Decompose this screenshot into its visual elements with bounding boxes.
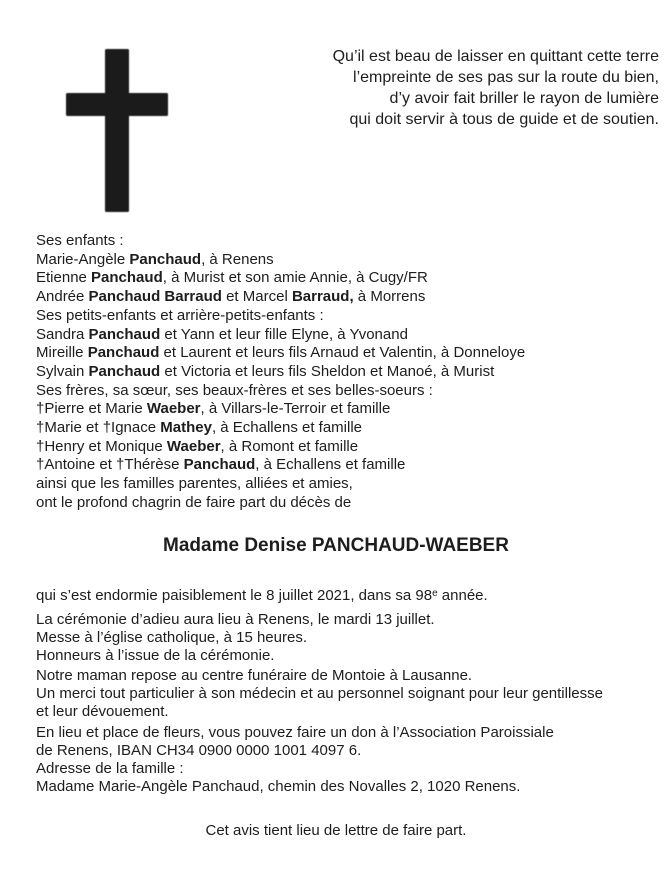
text-segment: , à Villars-le-Terroir et famille <box>200 400 391 418</box>
text-segment: qui s’est endormie paisiblement le 8 juillet 2021, dans sa 98 <box>36 587 433 604</box>
text-line: l’empreinte de ses pas sur la route du bien, <box>353 69 659 86</box>
text-segment: et Laurent et leurs fils Arnaud et Valentin, à Donneloye <box>159 344 526 362</box>
christian-cross-graphic <box>66 49 168 212</box>
surname-bold: Mathey <box>160 419 212 437</box>
text-segment: †Antoine et †Thérèse <box>36 456 184 474</box>
surname-bold: Panchaud <box>183 456 256 474</box>
text-segment: Mireille <box>36 344 88 362</box>
surname-bold: Panchaud <box>87 344 160 362</box>
family-announcement-list <box>36 232 525 513</box>
text-line <box>36 288 525 307</box>
text-line: Qu’il est beau de laisser en quittant cette terre <box>332 48 659 65</box>
text-segment: , à Renens <box>201 250 274 268</box>
text-line: La cérémonie d’adieu aura lieu à Renens, le mardi 13 juillet. <box>36 611 435 628</box>
surname-bold: Barraud, <box>291 288 354 306</box>
text-line <box>36 269 525 288</box>
text-segment: , à Murist et son amie Annie, à Cugy/FR <box>162 269 428 287</box>
closing-statement: Cet avis tient lieu de lettre de faire part. <box>205 822 467 839</box>
text-line <box>36 363 525 382</box>
text-line <box>36 251 525 270</box>
memorial-quote <box>333 46 659 130</box>
text-line <box>36 456 525 475</box>
paragraph <box>36 724 603 760</box>
paragraph <box>36 685 603 721</box>
text-segment: ainsi que les familles parentes, alliées et amies, <box>36 475 353 493</box>
text-line <box>36 419 525 438</box>
text-segment: , à Echallens et famille <box>211 419 363 437</box>
text-segment: année. <box>437 587 488 604</box>
surname-bold: Panchaud <box>88 362 161 380</box>
text-line: Messe à l’église catholique, à 15 heures. <box>36 629 307 646</box>
text-line: Adresse de la famille : <box>36 760 184 777</box>
text-line <box>36 475 525 494</box>
text-segment: Ses enfants : <box>36 232 124 249</box>
text-line: qui doit servir à tous de guide et de soutien. <box>349 111 659 128</box>
surname-bold: Panchaud Barraud <box>88 288 222 306</box>
text-segment: †Pierre et Marie <box>36 400 147 418</box>
text-line <box>36 307 525 326</box>
text-line <box>36 232 525 251</box>
text-segment: Sylvain <box>36 362 89 380</box>
text-line: et leur dévouement. <box>36 703 169 720</box>
paragraph <box>36 587 603 605</box>
text-line: Honneurs à l’issue de la cérémonie. <box>36 647 275 664</box>
text-segment: †Henry et Monique <box>36 437 167 455</box>
superscript: e <box>432 588 438 599</box>
paragraph <box>36 611 603 665</box>
surname-bold: Panchaud <box>129 250 202 268</box>
text-segment: Ses frères, sa sœur, ses beaux-frères et ses belles-soeurs : <box>36 381 433 399</box>
text-line: En lieu et place de fleurs, vous pouvez faire un don à l’Association Paroissiale <box>36 724 554 741</box>
text-segment: à Morrens <box>353 288 426 306</box>
paragraph <box>36 760 603 796</box>
text-segment: et Marcel <box>221 288 292 306</box>
deceased-name-title: Madame Denise PANCHAUD-WAEBER <box>163 535 509 556</box>
text-line <box>36 382 525 401</box>
surname-bold: Panchaud <box>91 269 163 287</box>
text-segment: et Yann et leur fille Elyne, à Yvonand <box>160 325 408 343</box>
surname-bold: Panchaud <box>88 325 161 343</box>
ceremony-details <box>36 587 603 796</box>
text-segment: et Victoria et leurs fils Sheldon et Manoé, à Murist <box>160 362 495 380</box>
text-segment: Sandra <box>36 325 89 343</box>
text-segment: †Marie et †Ignace <box>36 419 161 437</box>
text-line: Notre maman repose au centre funéraire de Montoie à Lausanne. <box>36 667 473 684</box>
christian-cross-icon <box>66 49 168 212</box>
text-line: de Renens, IBAN CH34 0900 0000 1001 4097 6. <box>36 742 362 759</box>
text-segment: , à Echallens et famille <box>255 456 406 474</box>
text-segment: ont le profond chagrin de faire part du décès de <box>36 493 352 511</box>
text-line <box>36 494 525 513</box>
text-segment: Marie-Angèle <box>36 250 130 268</box>
surname-bold: Waeber <box>146 400 201 418</box>
text-line <box>36 438 525 457</box>
text-line: Madame Marie-Angèle Panchaud, chemin des Novalles 2, 1020 Renens. <box>36 778 521 795</box>
text-segment: , à Romont et famille <box>220 437 359 455</box>
text-segment: Ses petits-enfants et arrière-petits-enfants : <box>36 306 324 324</box>
text-line <box>36 326 525 345</box>
text-line: d’y avoir fait briller le rayon de lumière <box>389 90 659 107</box>
paragraph <box>36 667 603 685</box>
surname-bold: Waeber <box>166 437 221 455</box>
text-line <box>36 344 525 363</box>
text-line <box>36 400 525 419</box>
text-line <box>36 587 603 605</box>
text-segment: Etienne <box>36 269 92 287</box>
text-segment: Andrée <box>36 288 89 306</box>
text-line: Un merci tout particulier à son médecin et au personnel soignant pour leur gentillesse <box>36 685 603 702</box>
